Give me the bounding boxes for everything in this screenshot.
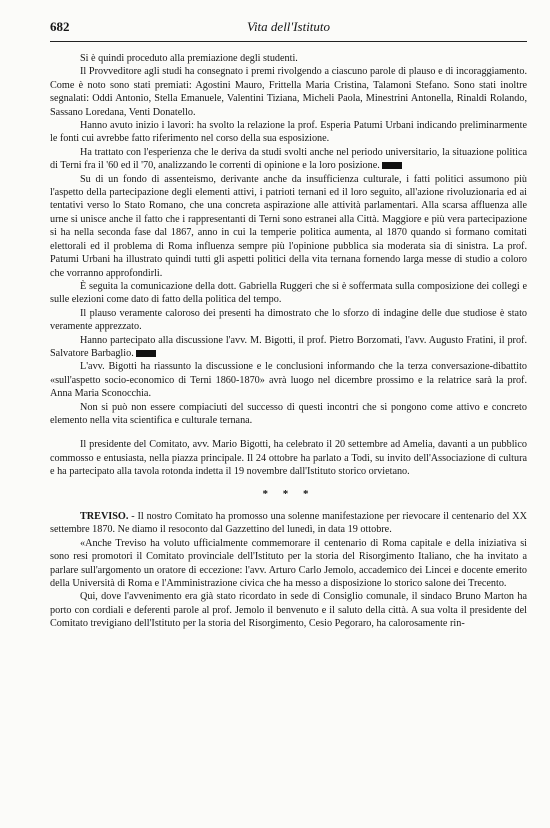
paragraph-text: Ha trattato con l'esperienza che le deriva da studi svolti anche nel periodo universitario, la situazione politica di Terni fra il '60 ed il '70, analizzando le correnti di opinione e la loro posizione. <box>50 146 527 172</box>
paragraph: Si è quindi proceduto alla premiazione degli studenti. <box>80 53 298 64</box>
paragraph: Il presidente del Comitato, avv. Mario Bigotti, ha celebrato il 20 settembre ad Amelia, davanti a un pubblico commosso e entusiasta, nella piazza principale. Il 24 ottobre ha parlato a Todi, su invito dell'Associazione di cultura e ha partecipato alla tavola rotonda indetta il 19 novembre dall'Istituto storico orvietano. <box>50 439 527 478</box>
paragraph: Il Provveditore agli studi ha consegnato i premi rivolgendo a ciascuno parole di plauso e di incoraggiamento. Come è noto sono stati premiati: Agostini Mauro, Frittella Maria Cristina, Talamoni Stefano. Sono stati inoltre segnalati: Oddi Antonio, Stella Emanuele, Valentini Tiziana, Micheli Paola, Minestrini Antonella, Rinaldi Rolando, Sassano Loredana, Venti Donatello. <box>50 66 527 118</box>
paragraph: L'avv. Bigotti ha riassunto la discussione e le conclusioni informando che la terza conversazione-dibattito «sull'aspetto socio-economico di Terni 1860-1870» avrà luogo nel dicembre prossimo e la relatrice sarà la prof. Anna Maria Sconocchia. <box>50 361 527 400</box>
paragraph <box>50 334 527 361</box>
paragraph <box>50 146 527 173</box>
running-title: Vita dell'Istituto <box>246 19 331 34</box>
paragraph <box>50 510 527 537</box>
paragraph: Il plauso veramente caloroso dei presenti ha dimostrato che lo sforzo di indagine delle due studiose è stato veramente apprezzato. <box>50 307 527 333</box>
paragraph-text: Hanno partecipato alla discussione l'avv. M. Bigotti, il prof. Pietro Borzomati, l'avv. Augusto Fratini, il prof. Salvatore Barbaglio. <box>50 334 527 359</box>
paragraph: È seguita la comunicazione della dott. Gabriella Ruggeri che si è soffermata sulla composizione dei collegi e sulle elezioni come dato di fatto della politica del tempo. <box>50 280 527 306</box>
redaction-mark <box>136 350 156 357</box>
paragraph: Su di un fondo di assenteismo, derivante anche da insufficienza culturale, i fatti politici assumono più l'aspetto della partecipazione degli elementi attivi, i patrioti ternani ed il loro seguito, all'azione rivoluzionaria ed ai tentativi verso lo Stato Romano, che una concreta aspirazione alle attività parlamentari. Alla scarsa affluenza alle urne si unisce anche il fatto che i rappresentanti di Terni sono estranei alla Città. Maggiore e più vera partecipazione si ha nella seconda fase dal 1867, anno in cui la temperie politica aumenta, al 1870 quando si formano comitati elettorali ed il problema di Roma influenza sempre più l'opinione pubblica sia moderata sia di sinistra. La prof. Patumi Urbani ha illustrato quindi tutti gli aspetti politici della vita ternana fornendo larga messe di studio a coloro che vorranno approfondirli. <box>50 173 527 279</box>
paragraph: Hanno avuto inizio i lavori: ha svolto la relazione la prof. Esperia Patumi Urbani indicando preliminarmente le fonti cui avrebbe fatto riferimento nel corso della sua esposizione. <box>50 120 527 145</box>
paragraph: Non si può non essere compiaciuti del successo di questi incontri che si pongono come attivo e concreto elemento nella vita scientifica e culturale ternana. <box>50 401 527 426</box>
redaction-mark <box>382 162 402 169</box>
page-header <box>50 19 527 42</box>
paragraph-text: - Il nostro Comitato ha promosso una solenne manifestazione per rievocare il centenario del XX settembre 1870. Ne diamo il resoconto dal Gazzettino del lunedì, in data 19 ottobre. <box>50 511 527 536</box>
section-separator: * * * <box>262 487 315 500</box>
body-text <box>50 52 527 631</box>
page-number: 682 <box>50 19 70 34</box>
paragraph: Qui, dove l'avvenimento era già stato ricordato in sede di Consiglio comunale, il sindaco Bruno Marton ha porto con cordiali e deferenti parole al prof. Jemolo il benvenuto e il saluto della città. A sua volta il presidente del Comitato trevigiano dell'Istituto per la storia del Risorgimento, Cesio Pegoraro, ha calorosamente rin- <box>50 591 527 630</box>
paragraph: «Anche Treviso ha voluto ufficialmente commemorare il centenario di Roma capitale e della iniziativa si sono resi promotori il Comitato provinciale dell'Istituto per la storia del Risorgimento Italiano, che ha invitato a parlare sull'argomento un oratore di eccezione: l'avv. Arturo Carlo Jemolo, accademico dei Lincei e docente emerito della Università di Roma e l'Amministrazione civica che ha messo a disposizione lo storico salone dei Trecento. <box>50 537 527 590</box>
city-heading: TREVISO. <box>80 511 129 522</box>
